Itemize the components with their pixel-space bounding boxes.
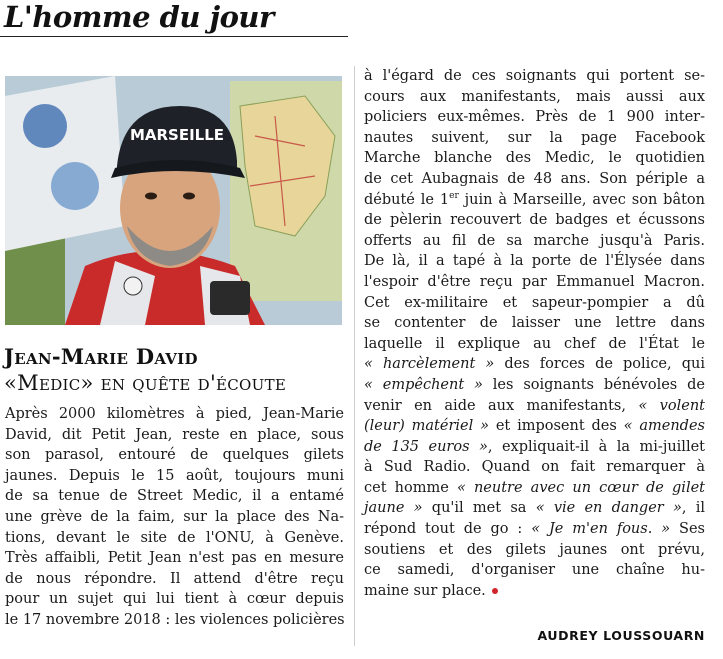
text-line: à Sud Radio. Quand on fait remarquer à bbox=[364, 459, 705, 476]
text-line: cet homme « neutre avec un cœur de gilet bbox=[364, 479, 705, 496]
text-line: répond tout de go : « Je m'en fous. » Ses bbox=[364, 521, 705, 538]
text-line: jaune » qu'il met sa « vie en danger », il bbox=[364, 500, 705, 517]
text-line: à l'égard de ces soignants qui portent se- bbox=[364, 68, 705, 84]
kicker-rule bbox=[0, 36, 348, 37]
text-line: l'espoir d'être reçu par Emmanuel Macron. bbox=[364, 273, 705, 290]
text-line: Après 2000 kilomètres à pied, Jean-Marie bbox=[5, 406, 344, 422]
text-line: de pèlerin recouvert de badges et écussons bbox=[364, 212, 705, 229]
right-column bbox=[364, 66, 705, 601]
text-line: offerts au fil de sa marche jusqu'à Paris. bbox=[364, 232, 705, 249]
text-line-last: maine sur place. bbox=[364, 581, 705, 602]
text-line: son parasol, entouré de quelques gilets bbox=[5, 447, 344, 464]
headline-subtitle: «Medic» en quête d'écoute bbox=[4, 371, 287, 395]
headline bbox=[4, 344, 349, 396]
text-line: tions, devant le site de l'ONU, à Genève. bbox=[5, 529, 344, 546]
text-line: De là, il a tapé à la porte de l'Élysée dans bbox=[364, 253, 705, 270]
text-line: de cet Aubagnais de 48 ans. Son périple a bbox=[364, 170, 705, 187]
headline-name: Jean-Marie David bbox=[4, 344, 198, 369]
text-line: venir en aide aux manifestants, « volent bbox=[364, 397, 705, 414]
text-line: soutiens et des gilets jaunes ont prévu, bbox=[364, 541, 705, 558]
text-line: nautes suivent, sur la page Facebook bbox=[364, 129, 705, 146]
byline: AUDREY LOUSSOUARN bbox=[537, 628, 705, 643]
text-line: se contenter de laisser une lettre dans bbox=[364, 315, 705, 332]
text-line: laquelle il explique au chef de l'État le bbox=[364, 335, 705, 352]
text-line: jaunes. Depuis le 15 août, toujours muni bbox=[5, 467, 344, 484]
section-kicker: L'homme du jour bbox=[4, 0, 274, 34]
text-line: Cet ex-militaire et sapeur-pompier a dû bbox=[364, 294, 705, 311]
text-line: David, dit Petit Jean, reste en place, sous bbox=[5, 426, 344, 443]
text-line: débuté le 1er juin à Marseille, avec son bâton bbox=[364, 190, 705, 208]
text-line: « harcèlement » des forces de police, qui bbox=[364, 356, 705, 373]
text-line: de sa tenue de Street Medic, il a entamé bbox=[5, 488, 344, 505]
text-line: « empêchent » les soignants bénévoles de bbox=[364, 376, 705, 393]
left-column bbox=[5, 404, 344, 631]
text-line: ce samedi, d'organiser une chaîne hu- bbox=[364, 562, 705, 579]
cap-text: MARSEILLE bbox=[129, 126, 225, 144]
text-line: le 17 novembre 2018 : les violences policières bbox=[5, 611, 345, 628]
text-line: de 135 euros », expliquait-il à la mi-juillet bbox=[364, 438, 705, 455]
portrait-photo bbox=[5, 76, 342, 325]
text-line: policiers eux-mêmes. Près de 1 900 inter- bbox=[364, 109, 705, 126]
text-line: pour un sujet qui lui tient à cœur depuis bbox=[5, 591, 344, 608]
text-line: cours aux manifestants, mais aussi aux bbox=[364, 88, 705, 105]
text-line: (leur) matériel » et imposent des « amendes bbox=[364, 418, 705, 435]
text-line: une grève de la faim, sur la place des Na- bbox=[5, 508, 344, 525]
text-line: Très affaibli, Petit Jean n'est pas en mesure bbox=[5, 550, 344, 567]
column-divider bbox=[354, 66, 355, 646]
text-line: de nous répondre. Il attend d'être reçu bbox=[5, 570, 344, 587]
text-line: Marche blanche des Medic, le quotidien bbox=[364, 150, 705, 167]
end-mark-icon bbox=[492, 588, 498, 594]
